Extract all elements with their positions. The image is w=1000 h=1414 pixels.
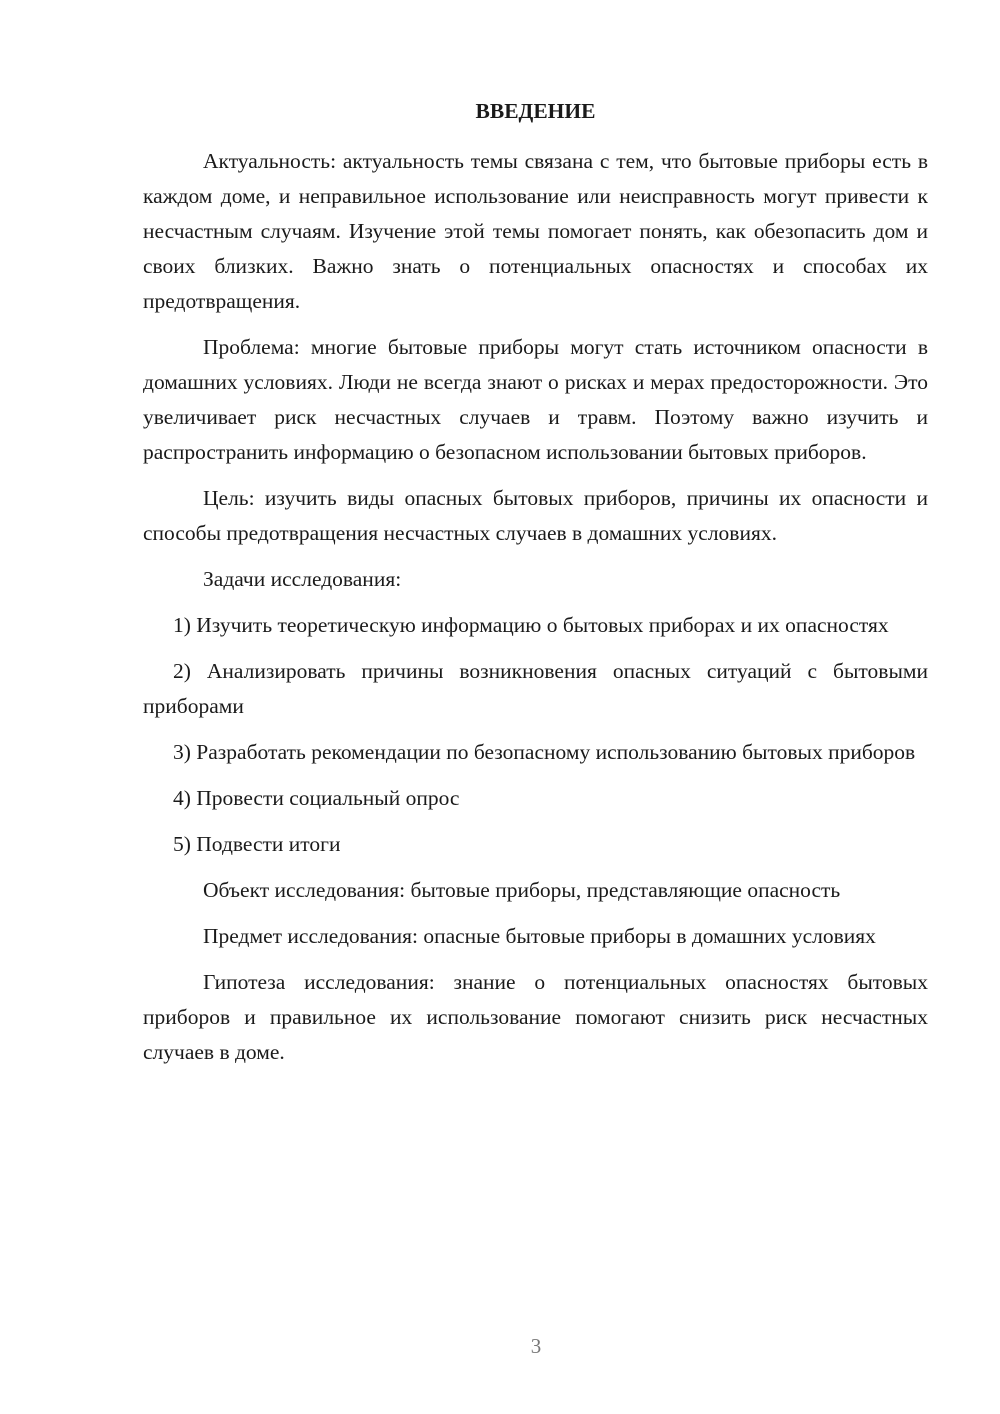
task-item-1: 1) Изучить теоретическую информацию о бытовых приборах и их опасностях <box>173 613 889 637</box>
document-page <box>143 96 928 1081</box>
subject-paragraph: Предмет исследования: опасные бытовые приборы в домашних условиях <box>203 924 876 948</box>
task-item-4: 4) Провести социальный опрос <box>173 786 460 810</box>
relevance-paragraph: Актуальность: актуальность темы связана с тем, что бытовые приборы есть в каждом доме, и неправильное использование или неисправность могут привести к несчастным случаям. Изучение этой темы помогает понять, как обезопасить дом и своих близких. Важно знать о потенциальных опасностях и способах их предотвращения. <box>143 149 928 313</box>
tasks-intro: Задачи исследования: <box>203 567 402 591</box>
problem-paragraph: Проблема: многие бытовые приборы могут стать источником опасности в домашних условиях. Люди не всегда знают о рисках и мерах предосторожности. Это увеличивает риск несчастных случаев и травм. Поэтому важно изучить и распространить информацию о безопасном использовании бытовых приборов. <box>143 335 928 464</box>
object-paragraph: Объект исследования: бытовые приборы, представляющие опасность <box>203 878 841 902</box>
task-item-5: 5) Подвести итоги <box>173 832 341 856</box>
section-heading: ВВЕДЕНИЕ <box>475 99 596 123</box>
hypothesis-paragraph: Гипотеза исследования: знание о потенциальных опасностях бытовых приборов и правильное их использование помогают снизить риск несчастных случаев в доме. <box>143 970 928 1064</box>
task-item-2: 2) Анализировать причины возникновения опасных ситуаций с бытовыми приборами <box>143 659 928 718</box>
goal-paragraph: Цель: изучить виды опасных бытовых приборов, причины их опасности и способы предотвращения несчастных случаев в домашних условиях. <box>143 486 928 545</box>
page-number: 3 <box>530 1334 542 1358</box>
task-item-3: 3) Разработать рекомендации по безопасному использованию бытовых приборов <box>173 740 916 764</box>
